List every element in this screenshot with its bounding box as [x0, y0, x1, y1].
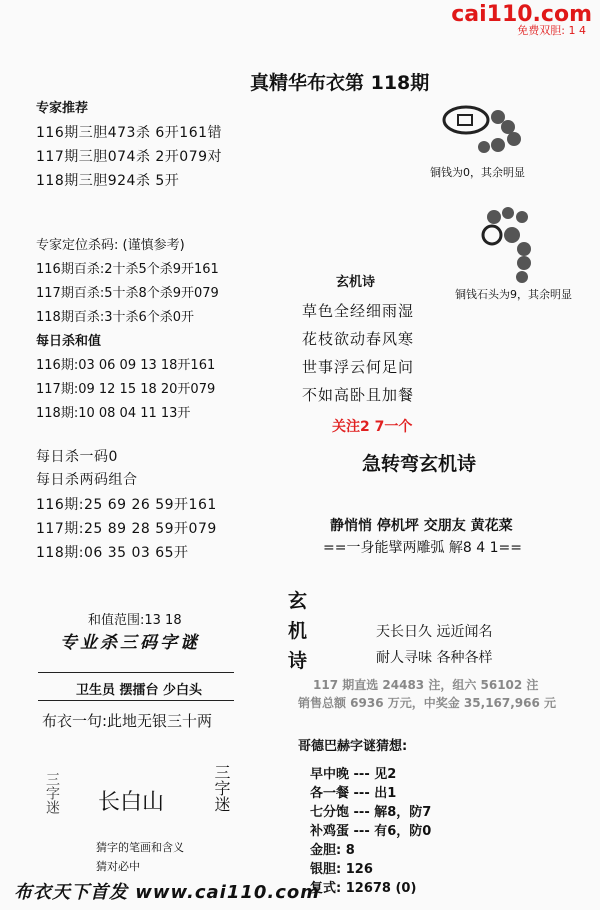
page-title: 真精华布衣第 118期	[250, 72, 430, 94]
sum-kill-heading: 每日杀和值	[36, 334, 102, 349]
kill-two-heading: 每日杀两码组合	[36, 472, 138, 488]
poem-line: 草色全经细雨湿	[302, 302, 415, 320]
kill-two-line: 118期:06 35 03 65开	[36, 545, 189, 561]
buyi-sentence: 布衣一句:此地无银三十两	[42, 712, 213, 730]
goethe-line: 补鸡蛋 --- 有6，防0	[310, 824, 432, 839]
poem-line: 花枝欲动春风寒	[302, 330, 415, 348]
divider	[38, 672, 234, 673]
guess-note-2: 猜对必中	[96, 860, 140, 873]
position-kill-line: 117期百杀:5十杀8个杀9开079	[36, 286, 219, 301]
goethe-line: 金胆: 8	[310, 843, 355, 858]
vertical-label-left: 三字迷	[44, 772, 60, 814]
xuanji-line-1: 天长日久 远近闻名	[376, 624, 493, 640]
focus-note: 关注2 7一个	[332, 419, 413, 435]
brand-subtitle: 免费双胆: 1 4	[517, 24, 586, 37]
position-kill-line: 116期百杀:2十杀5个杀9开161	[36, 262, 219, 277]
sales-stats-2: 销售总额 6936 万元，中奖金 35,167,966 元	[298, 696, 557, 710]
brand-logo: cai110.com	[451, 2, 592, 27]
riddle-line-2: ==一身能擘两雕弧 解8 4 1==	[323, 540, 522, 556]
riddle-title: 急转弯玄机诗	[362, 453, 477, 475]
xuanji-vertical-title: 玄机诗	[288, 590, 308, 672]
coin-zero-icon	[436, 95, 536, 155]
sum-kill-line: 117期:09 12 15 18 20开079	[36, 382, 216, 397]
position-kill-line: 118期百杀:3十杀6个杀0开	[36, 310, 195, 325]
poem-line: 不如高卧且加餐	[302, 386, 415, 404]
vertical-label-right: 三字迷	[212, 764, 231, 812]
sales-stats-1: 117 期直选 24483 注，组六 56102 注	[313, 678, 539, 692]
coin-nine-icon	[480, 205, 540, 285]
expert-line: 118期三胆924杀 5开	[36, 173, 180, 189]
expert-line: 117期三胆074杀 2开079对	[36, 149, 223, 165]
goethe-line: 复式: 12678 (0)	[310, 881, 417, 896]
guess-note-1: 猜字的笔画和含义	[96, 841, 184, 854]
kill-three-title: 专业杀三码字谜	[60, 633, 200, 653]
kill-two-line: 116期:25 69 26 59开161	[36, 497, 217, 513]
coin-caption-zero: 铜钱为0，其余明显	[430, 166, 525, 179]
goethe-line: 早中晚 --- 见2	[310, 767, 397, 782]
divider	[38, 700, 234, 701]
center-word: 长白山	[98, 790, 165, 815]
expert-heading: 专家推荐	[36, 101, 89, 116]
kill-one-heading: 每日杀一码0	[36, 449, 118, 465]
coin-caption-nine: 铜钱石头为9，其余明显	[455, 288, 572, 301]
sum-kill-line: 116期:03 06 09 13 18开161	[36, 358, 216, 373]
kill-two-line: 117期:25 89 28 59开079	[36, 521, 217, 537]
riddle-words: 卫生员 摆擂台 少白头	[76, 683, 203, 698]
expert-line: 116期三胆473杀 6开161错	[36, 125, 223, 141]
goethe-line: 各一餐 --- 出1	[310, 786, 397, 801]
poem-line: 世事浮云何足问	[302, 358, 415, 376]
goethe-line: 银胆: 126	[310, 862, 373, 877]
position-kill-heading: 专家定位杀码: (谨慎参考)	[36, 238, 185, 253]
goethe-line: 七分饱 --- 解8，防7	[310, 805, 432, 820]
riddle-line-1: 静悄悄 停机坪 交朋友 黄花菜	[330, 518, 513, 534]
sum-range: 和值范围:13 18	[88, 613, 182, 628]
xuanji-line-2: 耐人寻味 各种各样	[376, 650, 493, 666]
poem-heading: 玄机诗	[336, 275, 376, 290]
footer-banner: 布衣天下首发 www.cai110.com	[14, 882, 321, 903]
sum-kill-line: 118期:10 08 04 11 13开	[36, 406, 191, 421]
goethe-heading: 哥德巴赫字谜猜想:	[298, 739, 408, 754]
